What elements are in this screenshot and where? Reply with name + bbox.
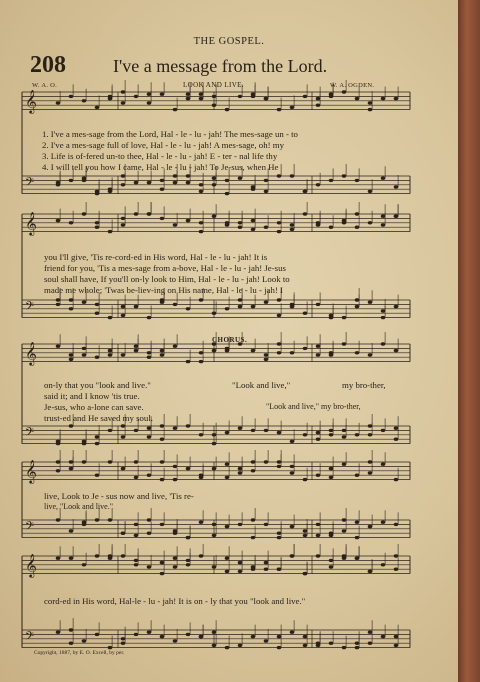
chorus-line-b: "Look and live," my bro-ther, bbox=[266, 402, 361, 411]
verse-4-line-2: made me whole; 'Twas be-liev-ing on His name, Hal - le - lu - jah! I bbox=[44, 285, 283, 295]
svg-text:𝄢: 𝄢 bbox=[25, 630, 35, 646]
chorus-line-a: "Look and live," bbox=[232, 380, 291, 390]
verse-2-line-2: friend for you, 'Tis a mes-sage from a-bove, Hal - le - lu - jah! Je-sus bbox=[44, 263, 286, 273]
verse-1-line-2: you I'll give, 'Tis re-cord-ed in His word, Hal - le - lu - jah! It is bbox=[44, 252, 268, 262]
verse-3-line-3: Je-sus, who a-lone can save. bbox=[44, 402, 144, 412]
verse-4-line-1: 4. I will tell you how I came, Hal - le - lu - jah! To Je-sus, when He bbox=[42, 162, 279, 172]
svg-text:𝄢: 𝄢 bbox=[25, 176, 35, 192]
svg-text:𝄞: 𝄞 bbox=[25, 211, 37, 235]
svg-text:𝄞: 𝄞 bbox=[25, 89, 37, 113]
svg-text:𝄞: 𝄞 bbox=[25, 341, 37, 365]
hymn-title: I've a message from the Lord. bbox=[113, 56, 328, 76]
words-credit: W. A. O. bbox=[32, 82, 58, 89]
hymn-number: 208 bbox=[30, 52, 66, 78]
chorus-system5: cord-ed in His word, Hal-le - lu - jah! It is on - ly that you "look and live." bbox=[44, 596, 306, 606]
svg-text:𝄢: 𝄢 bbox=[25, 426, 35, 442]
verse-3-line-2: soul shall have, If you'll on-ly look to Him, Hal - le - lu - jah! Look to bbox=[44, 274, 290, 284]
svg-text:𝄞: 𝄞 bbox=[25, 553, 37, 577]
verse-1-line-1: 1. I've a mes-sage from the Lord, Hal - le - lu - jah! The mes-sage un - to bbox=[42, 129, 298, 139]
verse-3-line-1: 3. Life is of-fered un-to thee, Hal - le - lu - jah! E - ter - nal life thy bbox=[42, 151, 278, 161]
verse-4-line-3: trust-ed and He saved my soul. bbox=[44, 413, 153, 423]
chorus-system4-bottom: live, "Look and live." bbox=[44, 502, 113, 511]
svg-text:𝄞: 𝄞 bbox=[25, 459, 37, 483]
copyright-notice: Copyright, 1887, by E. O. Excell, by per. bbox=[34, 650, 125, 656]
chorus-system4-top: live, Look to Je - sus now and live, 'Tis re- bbox=[44, 491, 194, 501]
book-binding-edge bbox=[458, 0, 480, 682]
tune-name: LOOK AND LIVE. bbox=[183, 81, 245, 89]
svg-text:𝄢: 𝄢 bbox=[25, 300, 35, 316]
running-head: THE GOSPEL. bbox=[193, 36, 265, 47]
music-credit: W. A. OGDEN. bbox=[330, 82, 375, 89]
svg-text:𝄢: 𝄢 bbox=[25, 520, 35, 536]
verse-2-line-1: 2. I've a mes-sage full of love, Hal - le - lu - jah! A mes-sage, oh! my bbox=[42, 140, 284, 150]
verse-2-line-3: said it; and I know 'tis true. bbox=[44, 391, 140, 401]
chorus-label: CHORUS. bbox=[212, 336, 248, 344]
verse-1-line-3: on-ly that you "look and live." bbox=[44, 380, 151, 390]
chorus-line-a2: my bro-ther, bbox=[342, 380, 386, 390]
